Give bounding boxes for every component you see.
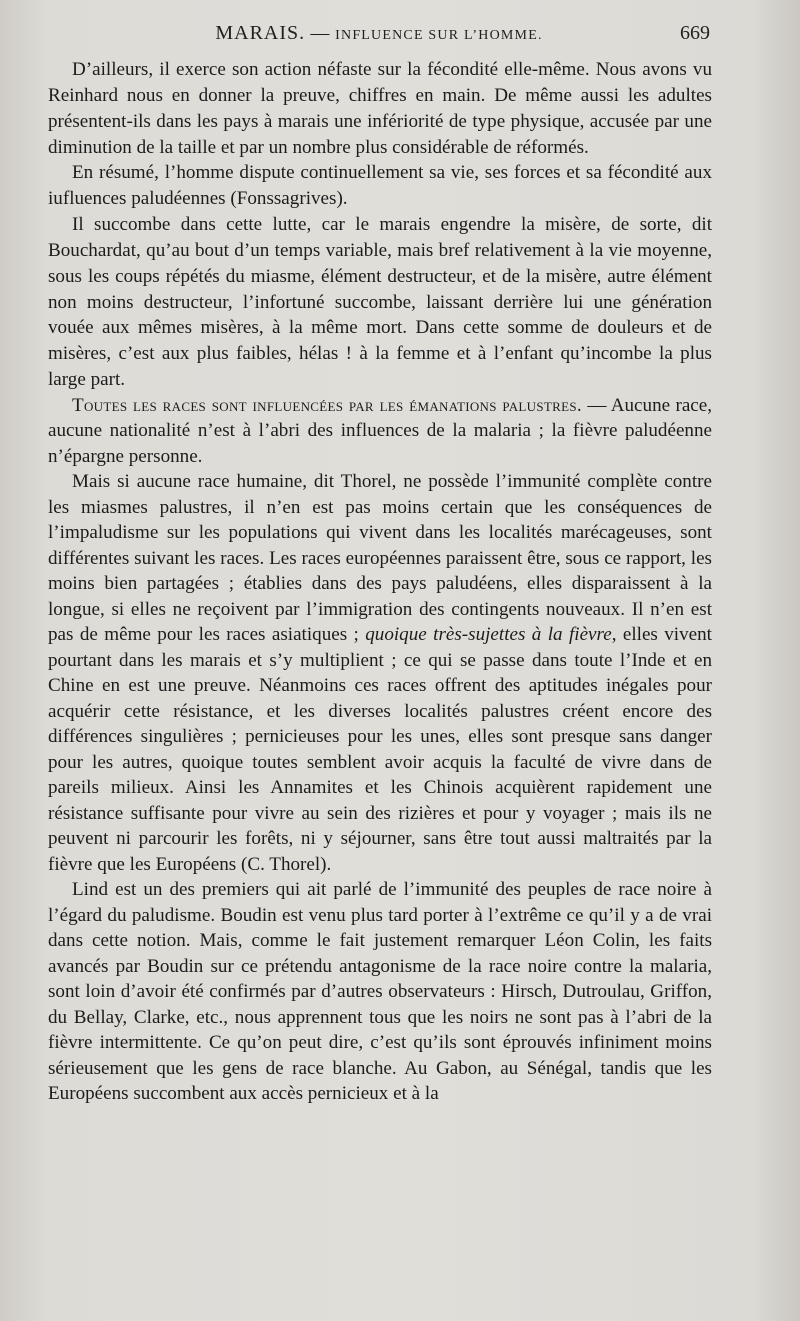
paragraph-4-text: — Aucune race, aucune nationalité n’est à l’abri des influences de la malaria ; la fièvre paludéenne n’épargne personne. xyxy=(48,394,713,467)
paragraph-5-text-after: , elles vivent pourtant dans les marais et s’y multiplient ; ce qui se passe dans toute l’Inde et en Chine en est une preuve. Néanmoins ces races offrent des aptitudes inégales pour acquérir cette résistance, et les diverses localités palustres créent encore des différences singulières ; pernicieuses pour les unes, elles sont presque sans danger pour les autres, quoique toutes semblent avoir acquis la faculté de vivre dans de pareils milieux. Ainsi les Annamites et les Chinois acquièrent rapidement une résistance suffisante pour vivre au sein des rizières et pour y voyager ; mais ils ne peuvent ni parcourir les forêts, ni y séjourner, sans être tout aussi maltraités par la fièvre que les Européens (C. Thorel). xyxy=(48,624,712,875)
paragraph-2 xyxy=(48,160,712,212)
paragraph-1 xyxy=(48,57,712,160)
paragraph-2-text: En résumé, l’homme dispute continuellement sa vie, ses forces et sa fécondité aux iufluences paludéennes (Fonssagrives). xyxy=(48,162,712,210)
paragraph-4 xyxy=(48,393,712,470)
paragraph-5-text-before: Mais si aucune race humaine, dit Thorel, ne possède l’immunité complète contre les miasmes palustres, il n’en est pas moins certain que les conséquences de l’impaludisme sur les populations qui vivent dans les localités marécageuses, sont différentes suivant les races. Les races européennes paraissent être, sous ce rapport, les moins bien partagées ; établies dans des pays paludéens, elles disparaissent à la longue, si elles ne reçoivent par l’immigration des contingents nouveaux. Il n’en est pas de même pour les races asiatiques ; xyxy=(48,471,712,646)
paragraph-3 xyxy=(48,212,712,393)
paragraph-6 xyxy=(48,877,712,1107)
running-title-main: MARAIS. xyxy=(215,22,306,44)
running-title-sub: INFLUENCE SUR L’HOMME. xyxy=(335,28,543,43)
section-heading: Toutes les races sont influencées par les émanations palustres. xyxy=(72,394,582,416)
running-title-separator: — xyxy=(305,23,336,44)
paragraph-1-text: D’ailleurs, il exerce son action néfaste sur la fécondité elle-même. Nous avons vu Reinhard nous en donner la preuve, chiffres en main. De même aussi les adultes présentent-ils dans les pays à marais une infériorité de type physique, accusée par une diminution de la taille et par un nombre plus considérable de réformés. xyxy=(48,59,712,158)
paragraph-5-italic: quoique très-sujettes à la fièvre xyxy=(365,624,612,646)
body-text xyxy=(48,57,712,1107)
paragraph-5 xyxy=(48,469,712,877)
running-title xyxy=(48,22,710,45)
running-header xyxy=(48,20,710,50)
page-number: 669 xyxy=(680,22,710,44)
paragraph-3-text: Il succombe dans cette lutte, car le marais engendre la misère, de sorte, dit Bouchardat, qu’au bout d’un temps variable, mais bref relativement à la vie moyenne, sous les coups répétés du miasme, élément destructeur, et de la misère, autre élément non moins destructeur, l’infortuné succombe, laissant derrière lui une génération vouée aux mêmes misères, à la même mort. Dans cette somme de douleurs et de misères, c’est aux plus faibles, hélas ! à la femme et à l’enfant qu’incombe la plus large part. xyxy=(48,214,712,391)
paragraph-6-text: Lind est un des premiers qui ait parlé de l’immunité des peuples de race noire à l’égard du paludisme. Boudin est venu plus tard porter à l’extrême ce qu’il y a de vrai dans cette notion. Mais, comme le fait justement remarquer Léon Colin, les faits avancés par Boudin sur ce prétendu antagonisme de la race noire contre la malaria, sont loin d’avoir été confirmés par d’autres observateurs : Hirsch, Dutroulau, Griffon, du Bellay, Clarke, etc., nous apprennent tous que les noirs ne sont pas à l’abri de la fièvre intermittente. Ce qu’on peut dire, c’est qu’ils sont éprouvés infiniment moins sérieusement que les gens de race blanche. Au Gabon, au Sénégal, tandis que les Européens succombent aux accès pernicieux et à la xyxy=(48,879,712,1105)
